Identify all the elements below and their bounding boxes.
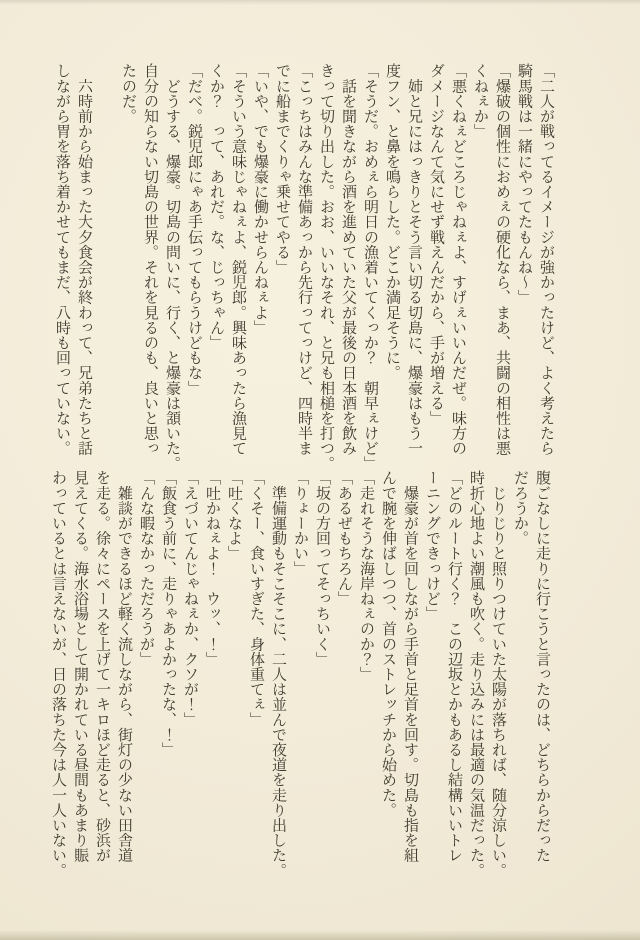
text-column: くか？ って、あれだ。な、じっちゃん」 bbox=[208, 63, 224, 350]
text-column: 「坂の方回ってそっちいく」 bbox=[314, 470, 330, 667]
text-column: しながら胃を落ち着かせてもまだ、八時も回っていない。 bbox=[54, 63, 70, 456]
blank-separator-column bbox=[95, 63, 117, 459]
text-column: 見えてくる。海水浴場として開かれている昼間もあまり賑 bbox=[72, 470, 88, 863]
text-column: 時折心地よい潮風も吹く。走り込みには最適の気温だった。 bbox=[468, 470, 484, 878]
text-column: んで腕を伸ばしつつ、首のストレッチから始めた。 bbox=[380, 470, 396, 818]
text-column: 姉と兄にはっきりとそう言い切る切島に、爆豪はもう一 bbox=[406, 63, 422, 456]
text-column: 「そういう意味じゃねぇよ、鋭児郎。興味あったら漁見て bbox=[230, 63, 246, 456]
text-column: 「悪くねぇどころじゃねぇよ、すげぇいいんだぜ。味方の bbox=[450, 63, 466, 456]
text-column: 話を聞きながら酒を進めていた父が最後の日本酒を飲み bbox=[340, 63, 356, 456]
text-column: わっているとは言えないが、日の落ちた今は人一人いない。 bbox=[50, 470, 66, 878]
text-column: きって切り出した。おお、いいなそれ、と兄も相槌を打つ。 bbox=[318, 63, 334, 471]
text-column: 「そうだ。おめぇら明日の漁着いてくっか？ 朝早ぇけど」 bbox=[362, 63, 378, 471]
text-column: 自分の知らない切島の世界。それを見るのも、良いと思っ bbox=[142, 63, 158, 456]
text-column: 「いや、でも爆豪に働かせらんねぇよ」 bbox=[252, 63, 268, 335]
text-column: 爆豪が首を回しながら手首と足首を回す。切島も指を組 bbox=[402, 470, 418, 863]
text-column: 雑談ができるほど軽く流しながら、街灯の少ない田舎道 bbox=[116, 470, 132, 863]
text-column: 腹ごなしに走りに行こうと言ったのは、どちらからだった bbox=[534, 470, 550, 863]
lower-text-block bbox=[47, 470, 553, 878]
text-column: どうする、爆豪。切島の問いに、行く、と爆豪は頷いた。 bbox=[164, 63, 180, 471]
text-column: くねぇか」 bbox=[472, 63, 488, 139]
text-column: 六時前から始まった大夕食会が終わって、兄弟たちと話 bbox=[76, 63, 92, 456]
text-column: 「吐くなよ」 bbox=[226, 470, 242, 561]
text-column: 「りょーかい」 bbox=[292, 470, 308, 576]
text-column: ダメージなんて気にせず戦えんだから、手が増える」 bbox=[428, 63, 444, 426]
text-column: だろうか。 bbox=[512, 470, 528, 546]
text-column: 「んな暇なかっただろうが」 bbox=[138, 470, 154, 667]
text-column: たのだ。 bbox=[120, 63, 136, 124]
text-column: 度フン、と鼻を鳴らした。どこか満足そうに。 bbox=[384, 63, 400, 381]
text-column: ーニングできっけど」 bbox=[424, 470, 440, 621]
text-column: 「えづいてんじゃねぇか、クソが！」 bbox=[182, 470, 198, 727]
text-column: 騎馬戦は一緒にやってたもんね〜」 bbox=[516, 63, 532, 305]
upper-text-block bbox=[51, 63, 557, 471]
text-column: 「爆破の個性におめぇの硬化なら、まあ、共闘の相性は悪 bbox=[494, 63, 510, 456]
text-column: 準備運動もそこそこに、二人は並んで夜道を走り出した。 bbox=[270, 470, 286, 878]
text-column: 「あるぜもちろん」 bbox=[336, 470, 352, 606]
text-column: 「こっちはみんな準備あっから先行ってっけど、四時半ま bbox=[296, 63, 312, 456]
text-column: 「二人が戦ってるイメージが強かったけど、よく考えたら bbox=[538, 63, 554, 456]
text-column: を走る。徐々にペースを上げて一キロほど走ると、砂浜が bbox=[94, 470, 110, 863]
text-column: でに船までくりゃ乗せてやる」 bbox=[274, 63, 290, 275]
text-column: 「走れそうな海岸ねぇのか？」 bbox=[358, 470, 374, 682]
text-column: 「だべ。鋭児郎にゃあ手伝ってもらうけどもな」 bbox=[186, 63, 202, 396]
text-column: 「どのルート行く？ この辺坂とかもあるし結構いいトレ bbox=[446, 470, 462, 863]
text-column: 「くそー、食いすぎた、身体重てぇ」 bbox=[248, 470, 264, 727]
text-column: じりじりと照りつけていた太陽が落ちれば、随分涼しい。 bbox=[490, 470, 506, 878]
text-column: 「飯食う前に、走りゃあよかったな、！」 bbox=[160, 470, 176, 757]
text-column: 「吐かねぇよ！ ウッ、！」 bbox=[204, 470, 220, 667]
